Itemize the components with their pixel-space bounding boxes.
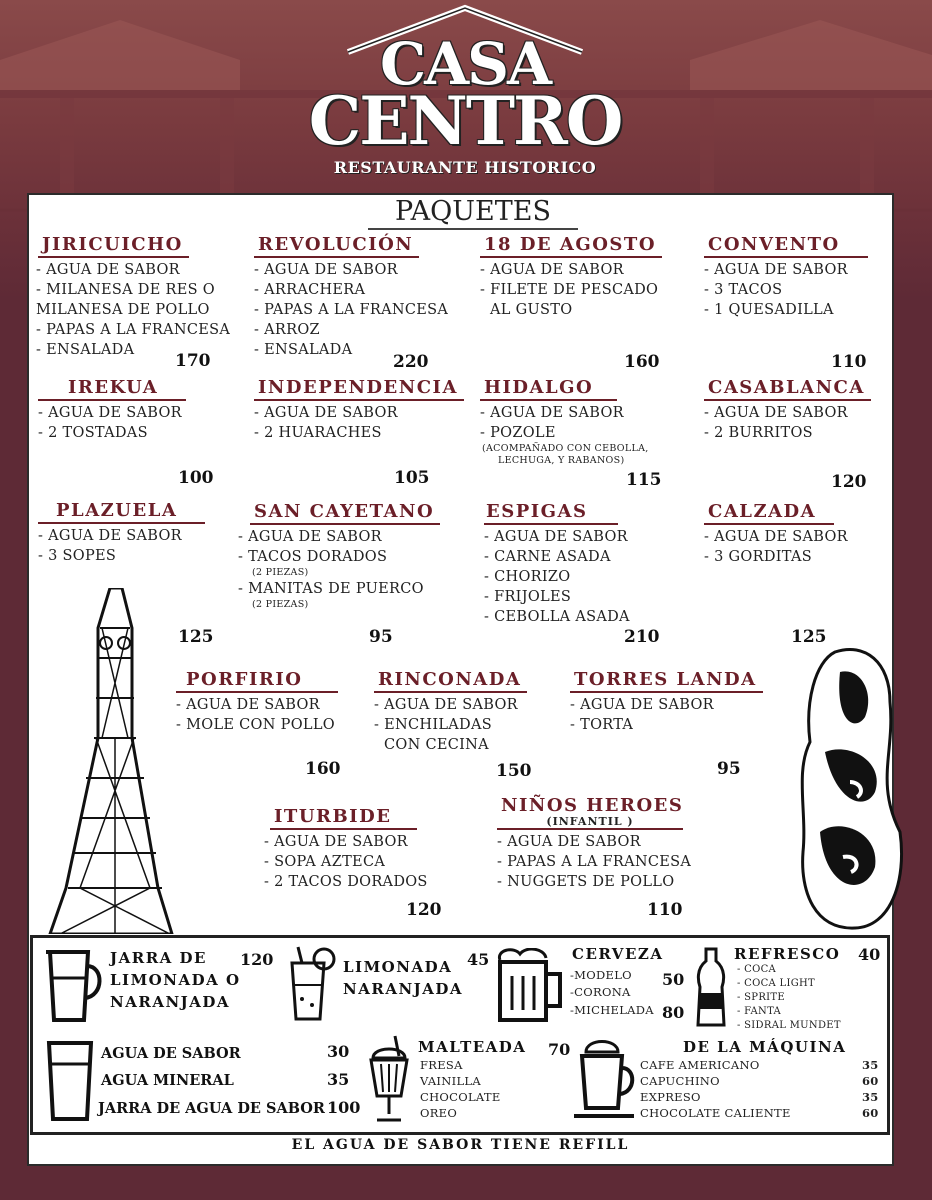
package-name: JIRICUICHO (38, 234, 189, 258)
agua-price: 35 (327, 1070, 350, 1089)
package-name: NIÑOS HEROES (501, 795, 684, 816)
package-san-cayetano (238, 501, 440, 611)
cerveza-item: -MODELO (570, 968, 632, 982)
malteada-flavor: FRESA (420, 1058, 463, 1072)
package-item: - AGUA DE SABOR (254, 262, 398, 278)
package-price: 170 (175, 351, 211, 371)
limonada-price: 45 (467, 950, 490, 969)
package-item: - 3 GORDITAS (704, 549, 812, 565)
jarra-line-1: JARRA DE (110, 949, 207, 967)
section-title: PAQUETES (368, 196, 578, 230)
malteada-flavor: CHOCOLATE (420, 1090, 501, 1104)
package-item: - 2 TOSTADAS (38, 425, 148, 441)
package-item: - NUGGETS DE POLLO (497, 874, 675, 890)
package-item: - MILANESA DE RES O (36, 282, 215, 298)
maquina-price: 60 (862, 1074, 879, 1088)
package-item: - 2 HUARACHES (254, 425, 382, 441)
package-torres-landa (570, 669, 763, 735)
package-plazuela (38, 500, 205, 566)
package-item: - AGUA DE SABOR (484, 529, 628, 545)
package-item: - MOLE CON POLLO (176, 717, 335, 733)
malteada-flavor: VAINILLA (420, 1074, 481, 1088)
maquina-price: 60 (862, 1106, 879, 1120)
package-note: LECHUGA, Y RABANOS) (498, 455, 625, 466)
package-name: CONVENTO (704, 234, 868, 258)
cerveza-price-2: 80 (662, 1003, 685, 1022)
package-price: 150 (496, 761, 532, 781)
lemonade-glass-icon (288, 945, 338, 1021)
malteada-price: 70 (548, 1040, 571, 1059)
package-calzada (704, 501, 848, 567)
package-price: 110 (647, 900, 683, 920)
package-jiricuicho (38, 234, 230, 360)
package-item: - TACOS DORADOS (238, 549, 388, 565)
logo-casa: CASA (379, 30, 551, 98)
beer-mug-icon (494, 948, 564, 1022)
package-item: - AGUA DE SABOR (176, 697, 320, 713)
package-name: ESPIGAS (484, 501, 618, 525)
sculpture-illustration (795, 642, 905, 932)
package-name: HIDALGO (480, 377, 617, 401)
package-item: - CHORIZO (484, 569, 571, 585)
package-item: - MANITAS DE PUERCO (238, 581, 424, 597)
package-name: SAN CAYETANO (250, 501, 440, 525)
package-item: - AGUA DE SABOR (480, 405, 624, 421)
agua-price: 100 (327, 1098, 361, 1117)
package-item: - TORTA (570, 717, 634, 733)
package-item: - AGUA DE SABOR (254, 405, 398, 421)
package-revolucion (254, 234, 448, 360)
package-item: - AGUA DE SABOR (38, 528, 182, 544)
package-name: IREKUA (38, 377, 186, 401)
package-item: - PAPAS A LA FRANCESA (36, 322, 231, 338)
package-ninos-heroes (497, 795, 691, 892)
refresco-item: - SPRITE (737, 992, 785, 1003)
package-item: - SOPA AZTECA (264, 854, 386, 870)
package-price: 125 (791, 627, 827, 647)
package-item: - AGUA DE SABOR (36, 262, 180, 278)
package-item: - ARROZ (254, 322, 320, 338)
package-item: - ENSALADA (254, 342, 353, 358)
cerveza-price-1: 50 (662, 970, 685, 989)
water-glass-icon (46, 1040, 94, 1122)
cerveza-title: CERVEZA (572, 945, 664, 963)
package-item: - 3 SOPES (38, 548, 117, 564)
package-name: 18 DE AGOSTO (480, 234, 662, 258)
maquina-item: EXPRESO (640, 1090, 701, 1104)
soda-bottle-icon (694, 947, 728, 1027)
package-name: TORRES LANDA (570, 669, 763, 693)
casa-centro-logo (300, 0, 630, 190)
maquina-price: 35 (862, 1090, 879, 1104)
package-item: - 2 BURRITOS (704, 425, 813, 441)
package-item: - 2 TACOS DORADOS (264, 874, 428, 890)
jarra-price: 120 (240, 950, 274, 969)
package-name: INDEPENDENCIA (254, 377, 464, 401)
package-price: 110 (831, 352, 867, 372)
package-rinconada (374, 669, 527, 755)
refresco-title: REFRESCO (734, 945, 841, 963)
refresco-item: - SIDRAL MUNDET (737, 1020, 841, 1031)
malteada-flavor: OREO (420, 1106, 458, 1120)
package-irekua (38, 377, 186, 443)
agua-name: AGUA DE SABOR (101, 1045, 241, 1062)
agua-name: JARRA DE AGUA DE SABOR (98, 1100, 325, 1117)
package-price: 95 (717, 759, 741, 779)
package-18-de-agosto (480, 234, 662, 320)
refresco-item: - COCA LIGHT (737, 978, 816, 989)
maquina-item: CHOCOLATE CALIENTE (640, 1106, 791, 1120)
package-item: - AGUA DE SABOR (497, 834, 641, 850)
maquina-item: CAFE AMERICANO (640, 1058, 760, 1072)
package-item: - AGUA DE SABOR (238, 529, 382, 545)
package-price: 120 (406, 900, 442, 920)
package-item: - ENSALADA (36, 342, 135, 358)
package-hidalgo (480, 377, 649, 467)
package-item: - AGUA DE SABOR (704, 529, 848, 545)
package-item: - POZOLE (480, 425, 556, 441)
refresco-price: 40 (858, 945, 881, 964)
limonada-line-2: NARANJADA (343, 980, 464, 998)
jarra-line-2: LIMONADA O (110, 971, 241, 989)
refill-notice: EL AGUA DE SABOR TIENE REFILL (291, 1137, 630, 1153)
coffee-cup-icon (572, 1034, 638, 1126)
package-price: 210 (624, 627, 660, 647)
package-item: - PAPAS A LA FRANCESA (254, 302, 449, 318)
package-price: 120 (831, 472, 867, 492)
package-item: - FILETE DE PESCADO (480, 282, 659, 298)
jarra-line-3: NARANJADA (110, 993, 231, 1011)
package-item: - PAPAS A LA FRANCESA (497, 854, 692, 870)
package-price: 160 (305, 759, 341, 779)
tower-illustration (40, 588, 190, 934)
package-price: 220 (393, 352, 429, 372)
package-independencia (254, 377, 464, 443)
package-note: (2 PIEZAS) (252, 599, 309, 610)
maquina-title: DE LA MÁQUINA (683, 1038, 847, 1056)
package-item: - AGUA DE SABOR (264, 834, 408, 850)
package-item: CON CECINA (384, 737, 489, 753)
maquina-price: 35 (862, 1058, 879, 1072)
package-note: (2 PIEZAS) (252, 567, 309, 578)
package-price: 115 (626, 470, 662, 490)
package-item: - ENCHILADAS (374, 717, 492, 733)
package-name: PORFIRIO (176, 669, 338, 693)
package-item: - AGUA DE SABOR (374, 697, 518, 713)
package-name: RINCONADA (374, 669, 527, 693)
package-iturbide (264, 806, 428, 892)
cerveza-item: -CORONA (570, 985, 631, 999)
package-item: - CARNE ASADA (484, 549, 611, 565)
refresco-item: - FANTA (737, 1006, 782, 1017)
package-casablanca (704, 377, 871, 443)
package-item: - AGUA DE SABOR (38, 405, 182, 421)
package-subtitle: (INFANTIL ) (497, 815, 683, 830)
malteada-title: MALTEADA (418, 1038, 527, 1056)
package-price: 125 (178, 627, 214, 647)
package-name: ITURBIDE (270, 806, 417, 830)
maquina-item: CAPUCHINO (640, 1074, 720, 1088)
agua-price: 30 (327, 1042, 350, 1061)
package-note: (ACOMPAÑADO CON CEBOLLA, (482, 443, 649, 454)
refresco-item: - COCA (737, 964, 777, 975)
agua-name: AGUA MINERAL (101, 1072, 234, 1089)
package-item: - FRIJOLES (484, 589, 572, 605)
package-price: 100 (178, 468, 214, 488)
cerveza-item: -MICHELADA (570, 1003, 654, 1017)
package-item: - AGUA DE SABOR (704, 405, 848, 421)
package-porfirio (176, 669, 338, 735)
package-item: - CEBOLLA ASADA (484, 609, 630, 625)
package-item: - ARRACHERA (254, 282, 366, 298)
package-item: MILANESA DE POLLO (36, 302, 210, 318)
milkshake-icon (367, 1034, 413, 1124)
logo-centro: CENTRO (308, 82, 622, 160)
package-price: 160 (624, 352, 660, 372)
package-item: - AGUA DE SABOR (704, 262, 848, 278)
package-name: CALZADA (704, 501, 834, 525)
package-item: - AGUA DE SABOR (570, 697, 714, 713)
package-name: REVOLUCIÓN (254, 234, 419, 258)
logo-tagline: RESTAURANTE HISTORICO (333, 158, 597, 177)
package-item: - AGUA DE SABOR (480, 262, 624, 278)
package-price: 105 (394, 468, 430, 488)
limonada-line-1: LIMONADA (343, 958, 453, 976)
package-convento (704, 234, 868, 320)
pitcher-icon (44, 948, 104, 1022)
package-name: CASABLANCA (704, 377, 871, 401)
package-name: PLAZUELA (38, 500, 205, 524)
package-item: AL GUSTO (490, 302, 573, 318)
package-item: - 1 QUESADILLA (704, 302, 834, 318)
package-price: 95 (369, 627, 393, 647)
package-espigas (484, 501, 630, 627)
package-item: - 3 TACOS (704, 282, 783, 298)
